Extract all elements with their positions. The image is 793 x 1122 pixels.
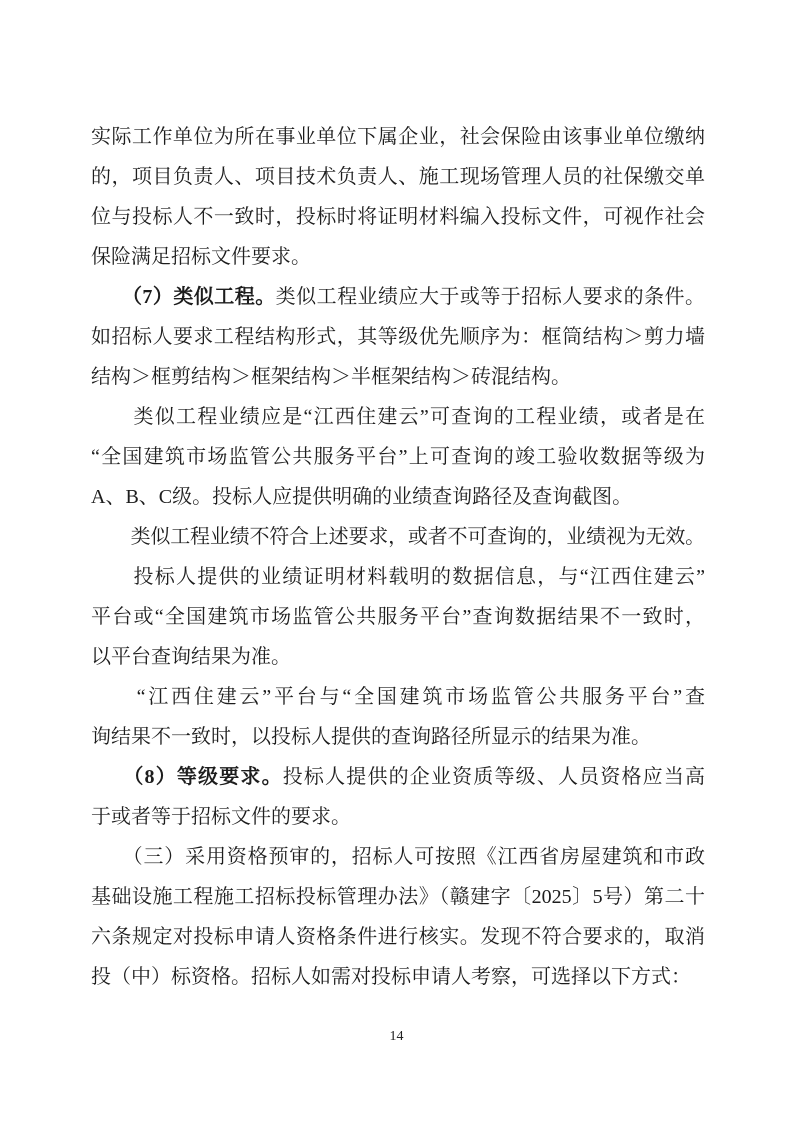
paragraph-7 — [91, 757, 705, 837]
text-segment: 投标人提供的业绩证明材料载明的数据信息，与“江西住建云” — [91, 566, 705, 588]
text-line — [91, 237, 705, 277]
clause-heading: （7）类似工程。 — [131, 286, 276, 308]
page-number: 14 — [389, 1029, 404, 1044]
paragraph-5 — [91, 557, 705, 677]
text-line — [91, 117, 705, 157]
text-block — [91, 117, 705, 997]
text-segment: “江西住建云”平台与“全国建筑市场监管公共服务平台”查 — [91, 686, 705, 708]
text-segment: 投标人提供的企业资质等级、人员资格应当高 — [282, 766, 706, 788]
text-segment: 的，项目负责人、项目技术负责人、施工现场管理人员的社保缴交单 — [91, 166, 705, 188]
text-line — [91, 397, 705, 437]
text-segment: 于或者等于招标文件的要求。 — [91, 806, 351, 828]
paragraph-8 — [91, 837, 705, 997]
text-segment: 基础设施工程施工招标投标管理办法》（赣建字〔2025〕5号）第二十 — [91, 886, 705, 908]
text-line — [91, 357, 705, 397]
clause-heading: （8）等级要求。 — [133, 766, 283, 788]
text-segment: 以平台查询结果为准。 — [91, 646, 291, 668]
paragraph-4 — [91, 517, 705, 557]
text-segment: 位与投标人不一致时，投标时将证明材料编入投标文件，可视作社会 — [91, 206, 705, 228]
text-segment: 平台或“全国建筑市场监管公共服务平台”查询数据结果不一致时， — [91, 606, 705, 628]
text-segment: 类似工程业绩应大于或等于招标人要求的条件。 — [275, 286, 706, 308]
text-line — [91, 837, 705, 877]
text-line — [91, 477, 705, 517]
paragraph-3 — [91, 397, 705, 517]
text-segment: 类似工程业绩不符合上述要求，或者不可查询的，业绩视为无效。 — [91, 526, 705, 548]
text-line — [91, 917, 705, 957]
text-segment: 六条规定对投标申请人资格条件进行核实。发现不符合要求的，取消 — [91, 926, 705, 948]
text-segment: “全国建筑市场监管公共服务平台”上可查询的竣工验收数据等级为 — [91, 446, 705, 468]
text-segment: 保险满足招标文件要求。 — [91, 246, 311, 268]
text-segment: 结构＞框剪结构＞框架结构＞半框架结构＞砖混结构。 — [91, 366, 571, 388]
text-line — [91, 637, 705, 677]
text-line — [91, 757, 705, 797]
text-segment: A、B、C级。投标人应提供明确的业绩查询路径及查询截图。 — [91, 486, 633, 508]
paragraph-1 — [91, 117, 705, 277]
text-segment: 询结果不一致时，以投标人提供的查询路径所显示的结果为准。 — [91, 726, 651, 748]
text-segment — [91, 766, 133, 788]
text-line — [91, 197, 705, 237]
text-line — [91, 157, 705, 197]
paragraph-2 — [91, 277, 705, 397]
text-line — [91, 517, 705, 557]
text-line — [91, 677, 705, 717]
text-line — [91, 437, 705, 477]
text-segment — [91, 286, 132, 308]
page-footer — [0, 1028, 793, 1046]
text-line — [91, 797, 705, 837]
text-segment: 类似工程业绩应是“江西住建云”可查询的工程业绩，或者是在 — [91, 406, 705, 428]
text-segment: 投（中）标资格。招标人如需对投标申请人考察，可选择以下方式： — [91, 966, 691, 988]
text-segment: （三）采用资格预审的，招标人可按照《江西省房屋建筑和市政 — [91, 846, 705, 868]
paragraph-6 — [91, 677, 705, 757]
text-line — [91, 957, 705, 997]
text-line — [91, 717, 705, 757]
text-line — [91, 277, 705, 317]
text-line — [91, 597, 705, 637]
text-line — [91, 317, 705, 357]
text-line — [91, 877, 705, 917]
text-segment: 如招标人要求工程结构形式，其等级优先顺序为：框筒结构＞剪力墙 — [91, 326, 705, 348]
text-segment: 实际工作单位为所在事业单位下属企业，社会保险由该事业单位缴纳 — [91, 126, 705, 148]
text-line — [91, 557, 705, 597]
